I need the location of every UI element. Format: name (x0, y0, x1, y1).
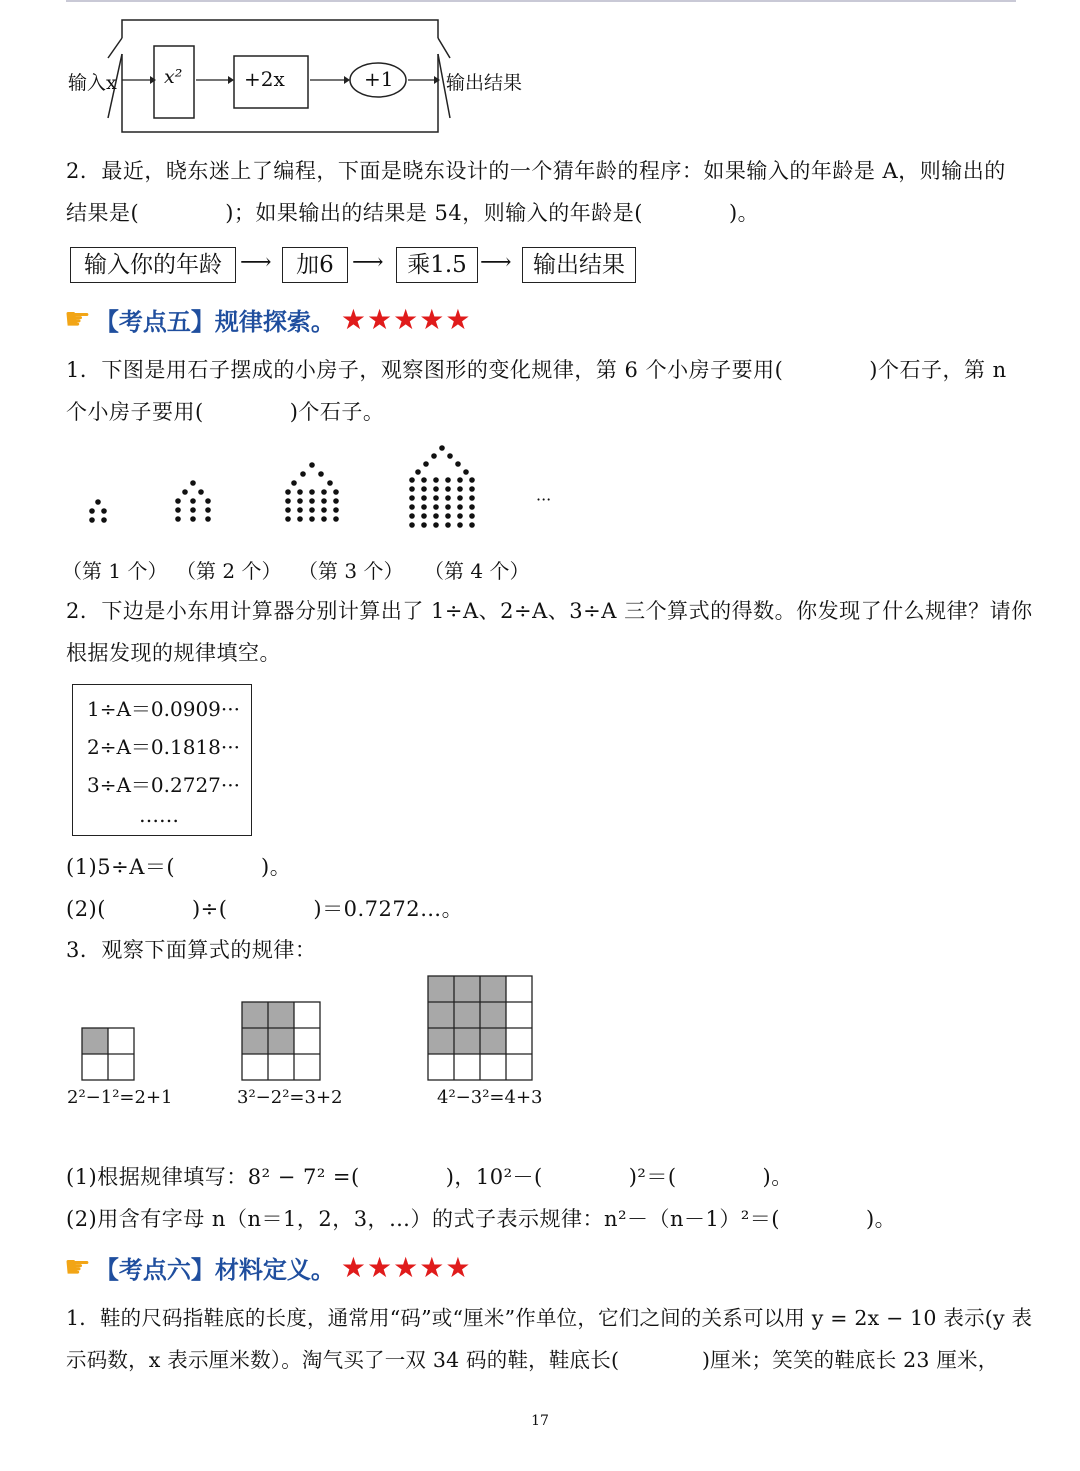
figure-label: （第 1 个） (62, 559, 168, 583)
flow-step-multiply: 乘1.5 (396, 247, 478, 283)
section-heading-5 (64, 302, 471, 337)
question-text: 根据发现的规律填空。 (66, 641, 281, 665)
figure-label: （第 2 个） (176, 559, 282, 583)
question-text: 1．鞋的尺码指鞋底的长度，通常用“码”或“厘米”作单位，它们之间的关系可以用 y = 2x − 10 表示(y 表 (66, 1306, 1033, 1330)
figure-label: （第 3 个） (298, 559, 404, 583)
continuation-ellipsis: ··· (536, 490, 552, 509)
star-rating-icon: ★★★★★ (340, 1251, 472, 1284)
arrow-right-icon: ⟶ (240, 250, 272, 275)
grid-caption: 2²−1²=2+1 (67, 1087, 173, 1108)
flow-step-input: 输入你的年龄 (70, 247, 236, 283)
flow-input-label: 输入x (68, 72, 117, 94)
sub-question: (1)根据规律填写：8² − 7² =( )，10²－( )²＝( )。 (66, 1165, 793, 1189)
pointing-hand-icon: ☛ (64, 1250, 91, 1285)
question-text: 1．下图是用石子摆成的小房子，观察图形的变化规律，第 6 个小房子要用( )个石子，第 n (66, 358, 1007, 382)
calculation-table (72, 684, 252, 836)
pointing-hand-icon: ☛ (64, 302, 91, 337)
question-text: 3．观察下面算式的规律： (66, 938, 317, 962)
figure-label: （第 4 个） (424, 559, 530, 583)
flow-output-label: 输出结果 (446, 72, 523, 94)
arrow-right-icon: ⟶ (480, 250, 512, 275)
grid-caption: 3²−2²=3+2 (237, 1087, 343, 1108)
stone-house-figures (80, 440, 560, 534)
calc-row: 2÷A＝0.1818··· (87, 735, 240, 759)
top-rule (66, 0, 1016, 2)
question-text: 示码数，x 表示厘米数）。淘气买了一双 34 码的鞋，鞋底长( )厘米；笑笑的鞋底长 23 厘米， (66, 1348, 999, 1372)
flow-box-square: x² (164, 66, 183, 88)
sub-question: (2)( )÷( )＝0.7272…。 (66, 897, 464, 921)
grid-caption: 4²−3²=4+3 (437, 1087, 543, 1108)
section-heading-6 (64, 1250, 471, 1285)
flow-oval-plus1: +1 (364, 67, 394, 91)
question-text: 结果是( )；如果输出的结果是 54，则输入的年龄是( )。 (66, 201, 760, 225)
question-text: 个小房子要用( )个石子。 (66, 400, 385, 424)
section-title: 【考点六】材料定义。 (94, 1256, 335, 1284)
calc-row-ellipsis: …… (139, 803, 179, 827)
flow-step-output: 输出结果 (522, 247, 636, 283)
sub-question: (2)用含有字母 n（n＝1，2，3，…）的式子表示规律：n²－（n－1）²＝( )。 (66, 1207, 897, 1231)
question-text: 2．下边是小东用计算器分别计算出了 1÷A、2÷A、3÷A 三个算式的得数。你发现了什么规律？请你 (66, 599, 1033, 623)
calc-row: 1÷A＝0.0909··· (87, 697, 240, 721)
flow-box-plus2x: +2x (244, 67, 285, 91)
arrow-right-icon: ⟶ (352, 250, 384, 275)
calc-row: 3÷A＝0.2727··· (87, 773, 240, 797)
section-title: 【考点五】规律探索。 (94, 308, 335, 336)
sub-question: (1)5÷A＝( )。 (66, 855, 292, 879)
flow-step-add: 加6 (282, 247, 348, 283)
page-number: 17 (531, 1413, 549, 1429)
square-grid-figures (80, 974, 540, 1082)
star-rating-icon: ★★★★★ (340, 303, 472, 336)
question-text: 2．最近，晓东迷上了编程，下面是晓东设计的一个猜年龄的程序：如果输入的年龄是 A，则输出的 (66, 159, 1006, 183)
